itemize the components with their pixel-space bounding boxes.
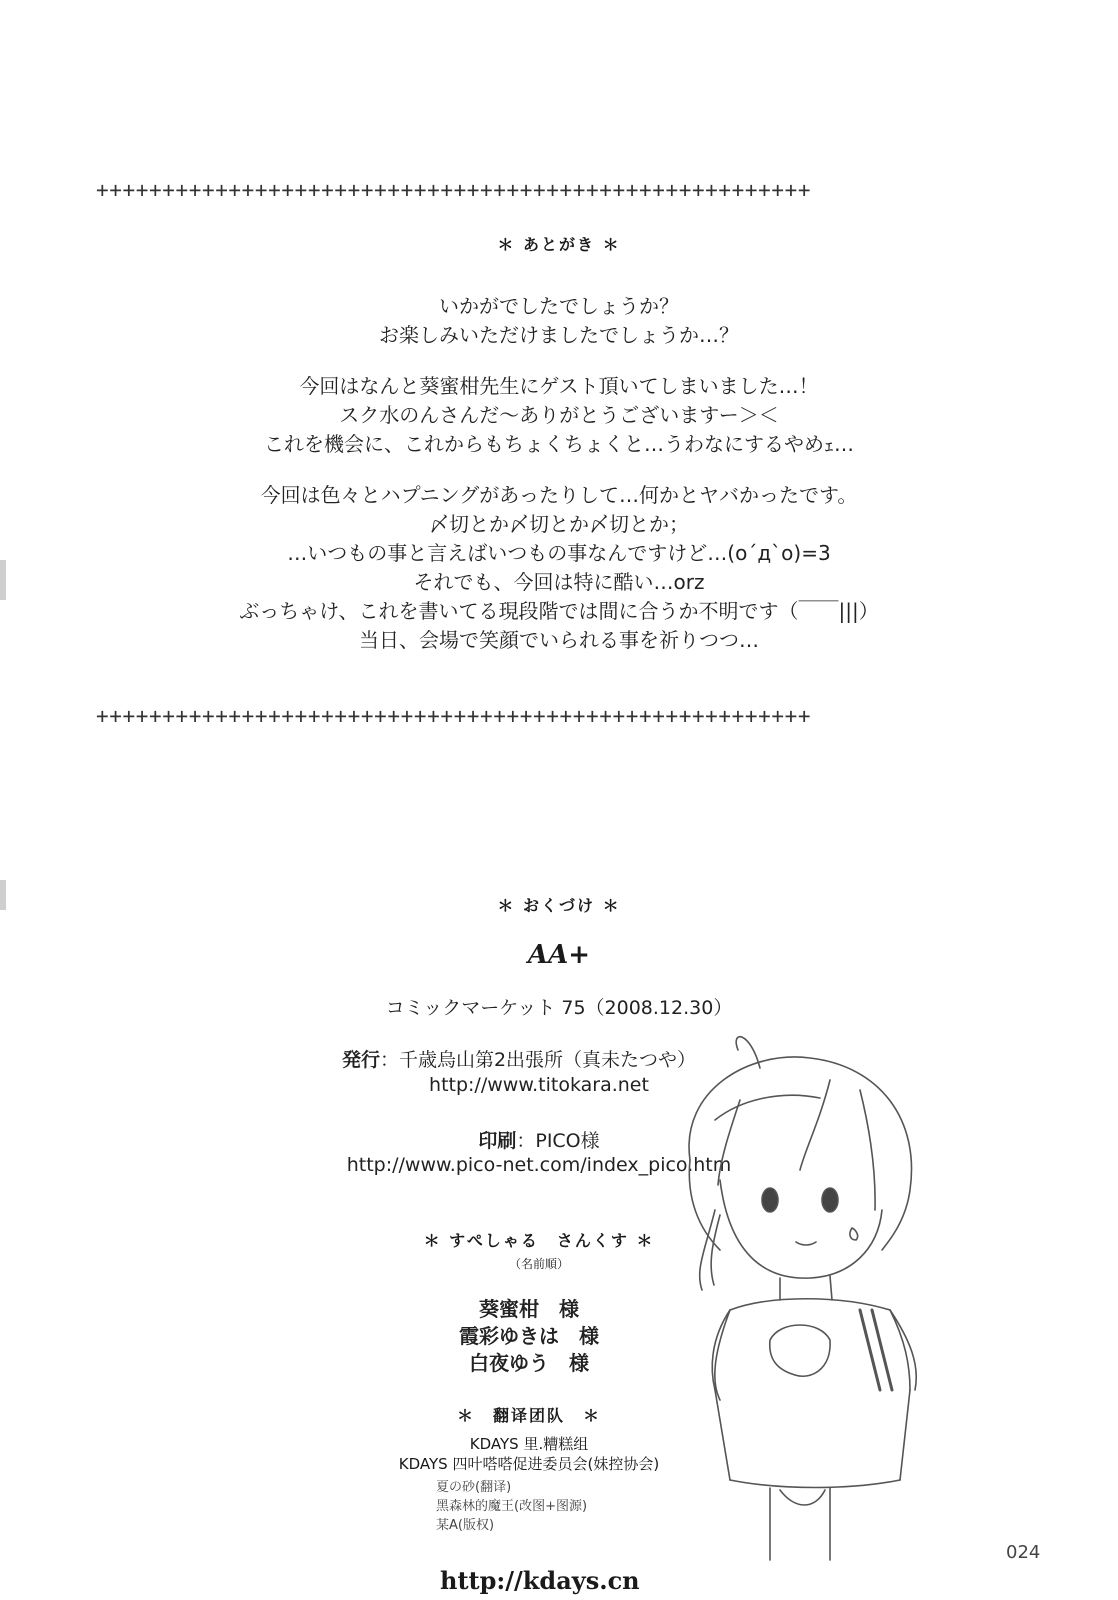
printer-name: ：PICO様 (516, 1130, 600, 1152)
translation-group: KDAYS 四叶嗒嗒促进委员会(妹控协会) (398, 1455, 660, 1473)
afterword-heading: ＊ あとがき ＊ (497, 235, 621, 254)
top-divider: ++++++++++++++++++++++++++++++++++++++++++++++++++++++ (96, 178, 812, 202)
afterword-line: お楽しみいただけましたでしょうか…？ (379, 323, 739, 347)
afterword-line: いかがでしたでしょうか？ (439, 294, 679, 318)
translation-team-heading: ＊ 翻译团队 ＊ (456, 1406, 601, 1425)
publisher-label: 発行 (341, 1049, 380, 1071)
watermark-url[interactable]: http://kdays.cn (440, 1566, 640, 1595)
afterword-line: 当日、会場で笑顔でいられる事を祈りつつ… (359, 628, 759, 652)
thanks-name: 白夜ゆう 様 (469, 1351, 589, 1375)
afterword-line: 今回は色々とハプニングがあったりして…何かとヤバかったです。 (260, 483, 858, 507)
translation-member: 黑森林的魔王(改图+图源) (436, 1499, 588, 1514)
thanks-name: 霞彩ゆきは 様 (459, 1324, 599, 1348)
afterword-spacer (0, 350, 1118, 372)
special-thanks-heading: ＊ すぺしゃる さんくす ＊ (423, 1231, 655, 1250)
special-thanks-note: （名前順） (508, 1257, 569, 1271)
publisher-name: ：千歳烏山第2出張所（真未たつや） (379, 1049, 697, 1071)
character-illustration (620, 1010, 1020, 1570)
bottom-divider: ++++++++++++++++++++++++++++++++++++++++++++++++++++++ (96, 704, 812, 728)
book-title: AA+ (527, 940, 591, 970)
printer-label: 印刷 (478, 1130, 517, 1152)
afterword-line: スク水のんさんだ～ありがとうございますー＞＜ (339, 403, 779, 427)
publisher-url[interactable]: http://www.titokara.net (429, 1074, 649, 1096)
afterword-line: ぶっちゃけ、これを書いてる現段階では間に合うか不明です（￣￣|||） (239, 599, 879, 623)
printer-url[interactable]: http://www.pico-net.com/index_pico.htm (346, 1154, 732, 1176)
afterword-spacer (0, 459, 1118, 481)
afterword-line: これを機会に、これからもちょくちょくと…うわなにするやめｪ… (264, 432, 854, 456)
afterword-line: 今回はなんと葵蜜柑先生にゲスト頂いてしまいました…！ (299, 374, 819, 398)
afterword-line: それでも、今回は特に酷い…orz (413, 570, 705, 594)
colophon-heading: ＊ おくづけ ＊ (497, 896, 621, 915)
afterword-line: 〆切とか〆切とか〆切とか； (429, 512, 689, 536)
translation-member: 夏の砂(翻译) (436, 1480, 512, 1495)
translation-members (436, 1478, 587, 1535)
afterword-text (0, 292, 1118, 655)
thanks-name: 葵蜜柑 様 (479, 1297, 579, 1321)
translation-member: 某A(版权) (436, 1518, 495, 1533)
page-number: 024 (1006, 1542, 1041, 1563)
event-info: コミックマーケット 75（2008.12.30） (385, 997, 733, 1019)
afterword-line: …いつもの事と言えばいつもの事なんですけど…(o´д`o)=3 (287, 541, 831, 565)
translation-group: KDAYS 里.糟糕组 (469, 1435, 589, 1453)
